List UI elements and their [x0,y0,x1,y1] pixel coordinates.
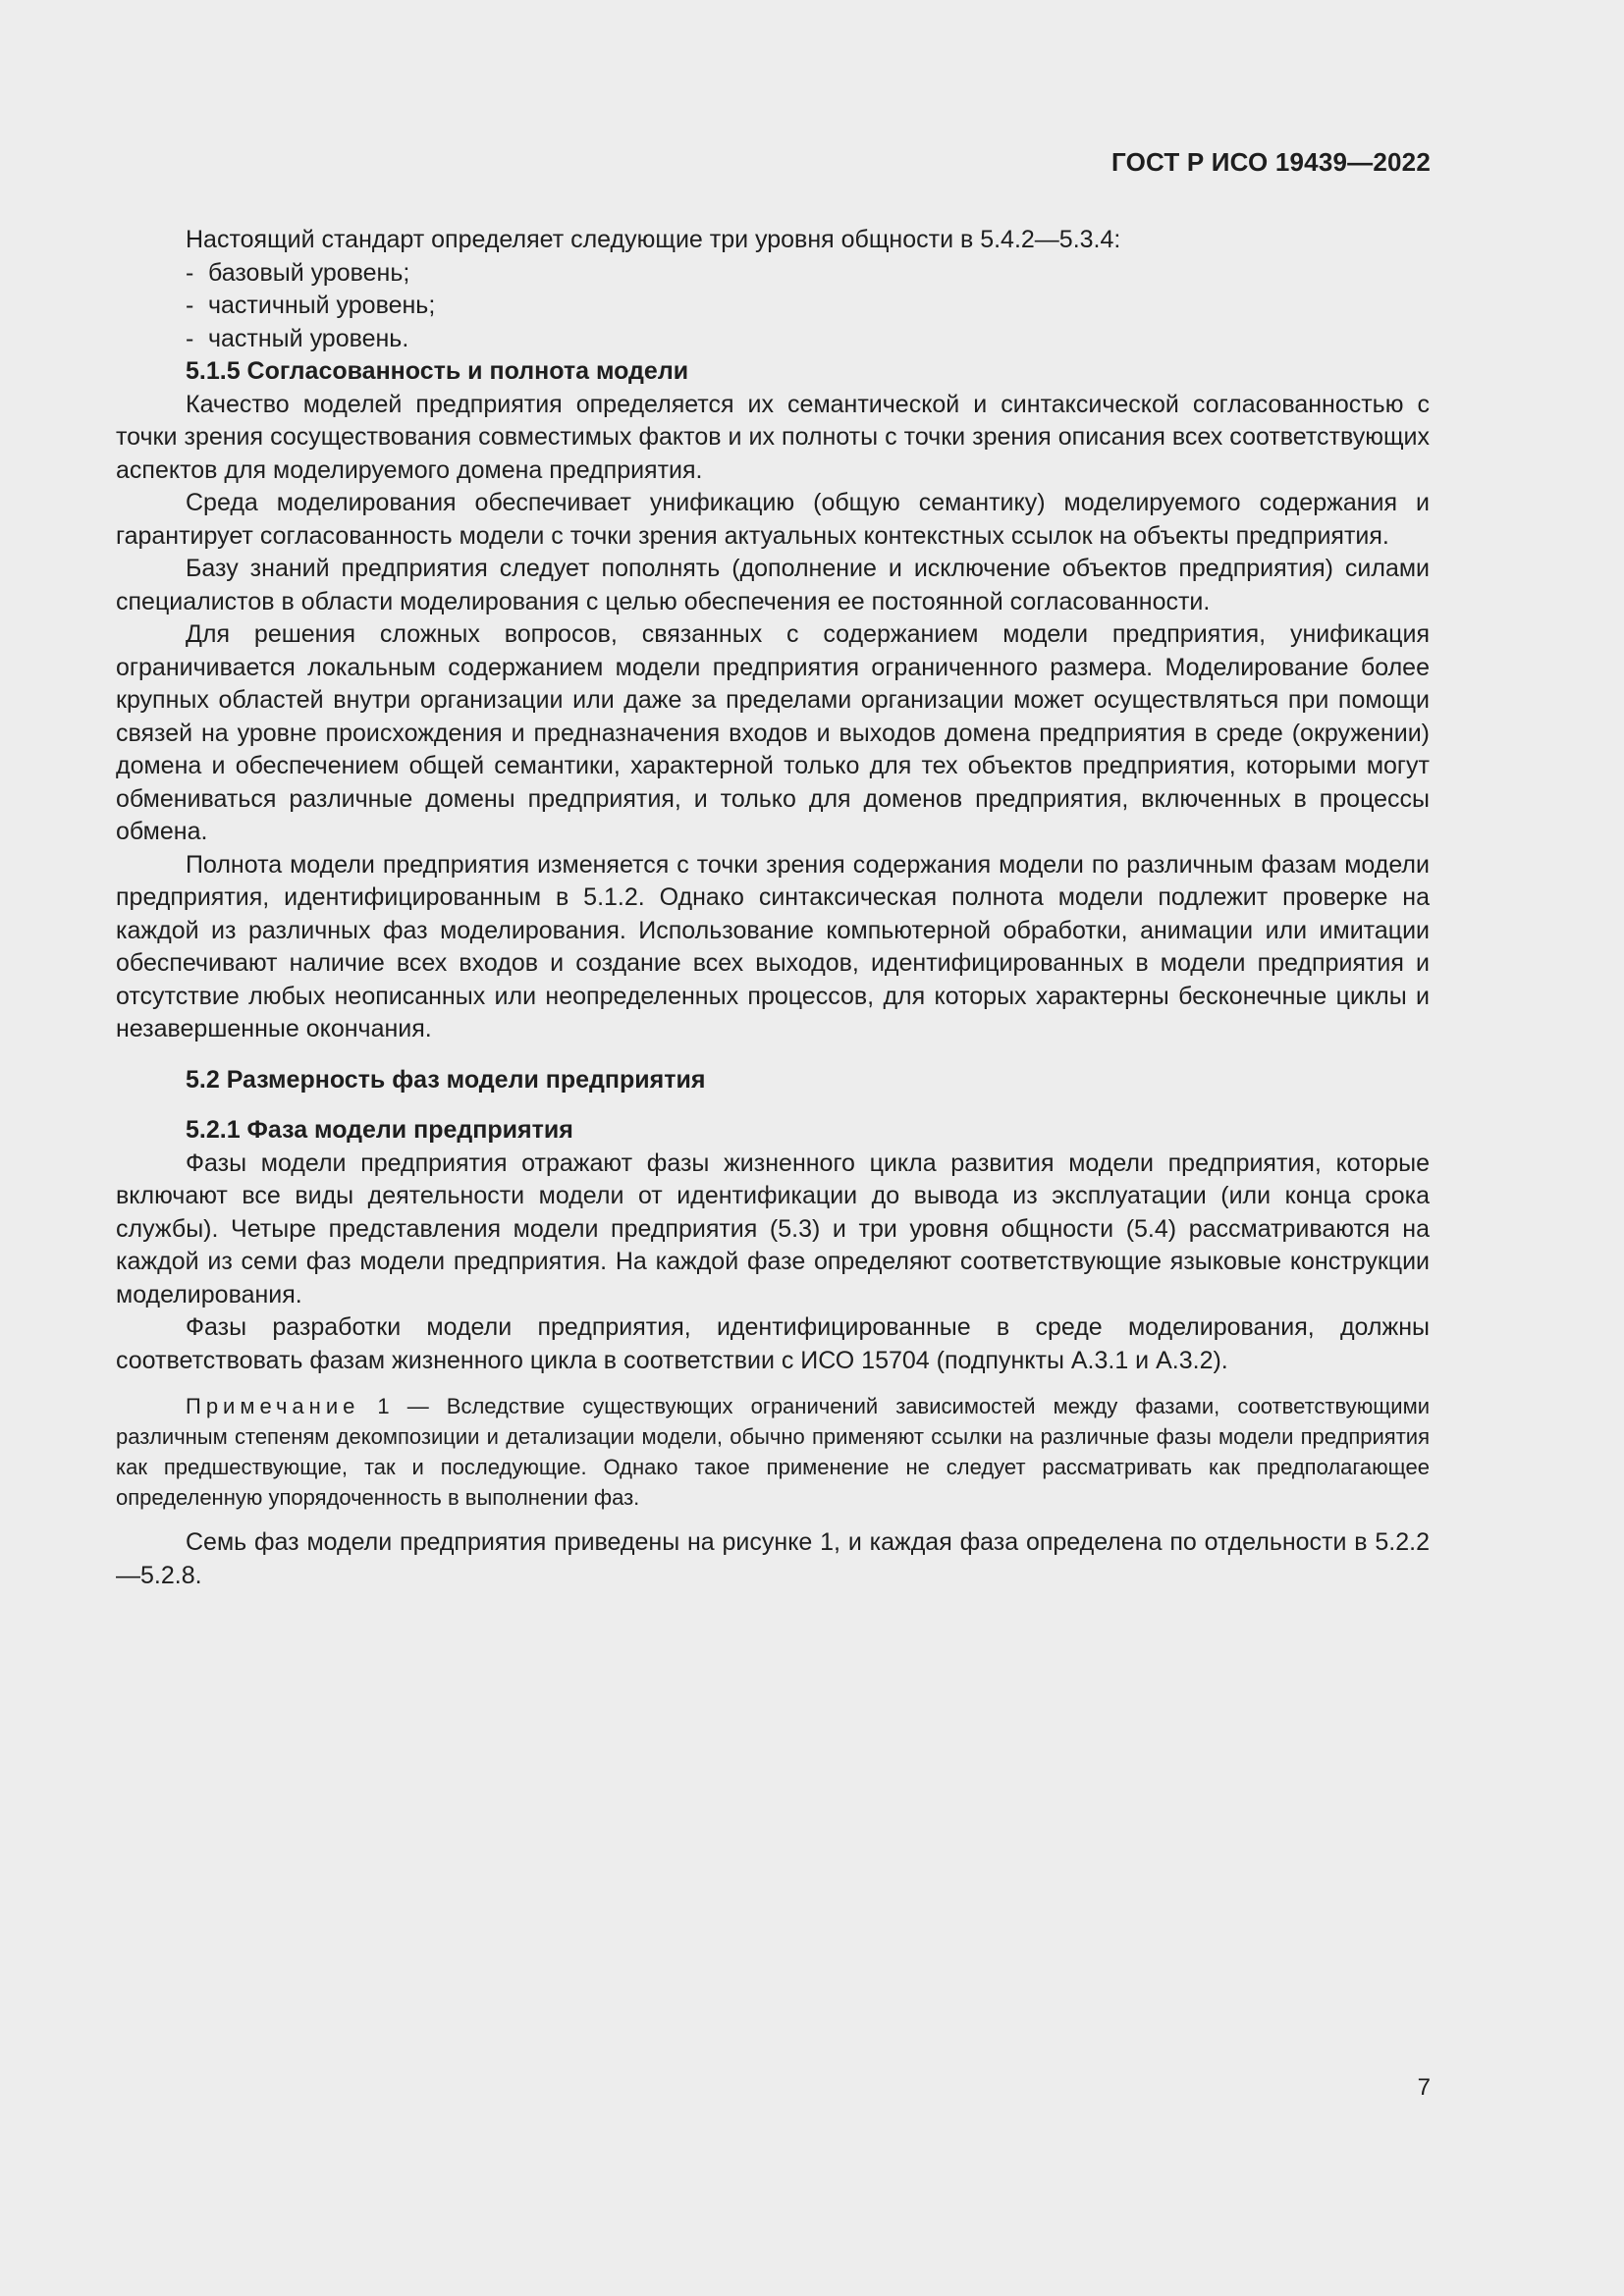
closing-paragraph: Семь фаз модели предприятия приведены на рисунке 1, и каждая фаза определена по отдельности в 5.2.2—5.2.8. [116,1528,1430,1589]
list-item [116,290,1430,323]
list-dash: - [186,324,194,352]
paragraph: Фазы разработки модели предприятия, идентифицированные в среде моделирования, должны соответствовать фазам жизненного цикла в соответствии с ИСО 15704 (подпункты А.3.1 и А.3.2). [116,1313,1430,1374]
paragraph: Базу знаний предприятия следует пополнять (дополнение и исключение объектов предприятия) силами специалистов в области моделирования с целью обеспечения ее постоянной согласованности. [116,555,1430,615]
note-text: 1 — Вследствие существующих ограничений зависимостей между фазами, соответствующими различным степеням декомпозиции и детализации модели, обычно применяют ссылки на различные фазы модели предприятия как предшествующие, так и последующие. Однако такое применение не следует рассматривать как предполагающее определенную упорядоченность в выполнении фаз. [116,1394,1430,1510]
list-dash: - [186,258,194,287]
page-content [116,224,1430,1592]
paragraph: Качество моделей предприятия определяется их семантической и синтаксической согласованностью с точки зрения сосуществования совместимых фактов и их полноты с точки зрения описания всех соответствующих аспектов для моделируемого домена предприятия. [116,390,1430,484]
list-item-text: частный уровень. [208,324,409,352]
section-heading-5-2: 5.2 Размерность фаз модели предприятия [186,1065,706,1094]
document-id: ГОСТ Р ИСО 19439—2022 [1110,147,1431,177]
section-heading-5-2-1: 5.2.1 Фаза модели предприятия [186,1116,573,1144]
list-dash: - [186,292,194,319]
page-number: 7 [1417,2074,1431,2101]
intro-paragraph: Настоящий стандарт определяет следующие три уровня общности в 5.4.2—5.3.4: [186,226,1121,253]
list-item-text: частичный уровень; [208,292,436,319]
paragraph: Полнота модели предприятия изменяется с точки зрения содержания модели по различным фазам модели предприятия, идентифицированным в 5.1.2. Однако синтаксическая полнота модели подлежит проверке на каждой из различных фаз моделирования. Использование компьютерной обработки, анимации или имитации обеспечивают наличие всех входов и создание всех выходов, идентифицированных в модели предприятия и отсутствие любых неописанных или неопределенных процессов, для которых характерны бесконечные циклы и незавершенные окончания. [116,850,1430,1042]
list-item [116,257,1430,291]
paragraph: Фазы модели предприятия отражают фазы жизненного цикла развития модели предприятия, которые включают все виды деятельности модели от идентификации до вывода из эксплуатации (или конца срока службы). Четыре представления модели предприятия (5.3) и три уровня общности (5.4) рассматриваются на каждой из семи фаз модели предприятия. На каждой фазе определяют соответствующие языковые конструкции моделирования. [116,1148,1430,1308]
list-item-text: базовый уровень; [208,258,410,287]
note-label: Примечание [186,1394,360,1418]
paragraph: Для решения сложных вопросов, связанных с содержанием модели предприятия, унификация ограничивается локальным содержанием модели предприятия ограниченного размера. Моделирование более крупных областей внутри организации или даже за пределами организации может осуществляться при помощи связей на уровне происхождения и предназначения входов и выходов домена предприятия в среде (окружении) домена и обеспечением общей семантики, характерной только для тех объектов предприятия, которыми могут обмениваться различные домены предприятия, и только для доменов предприятия, включенных в процессы обмена. [116,620,1430,845]
note [116,1391,1430,1513]
list-item [116,323,1430,356]
section-heading-5-1-5: 5.1.5 Согласованность и полнота модели [186,357,689,385]
paragraph: Среда моделирования обеспечивает унификацию (общую семантику) моделируемого содержания и гарантирует согласованность модели с точки зрения актуальных контекстных ссылок на объекты предприятия. [116,489,1430,550]
